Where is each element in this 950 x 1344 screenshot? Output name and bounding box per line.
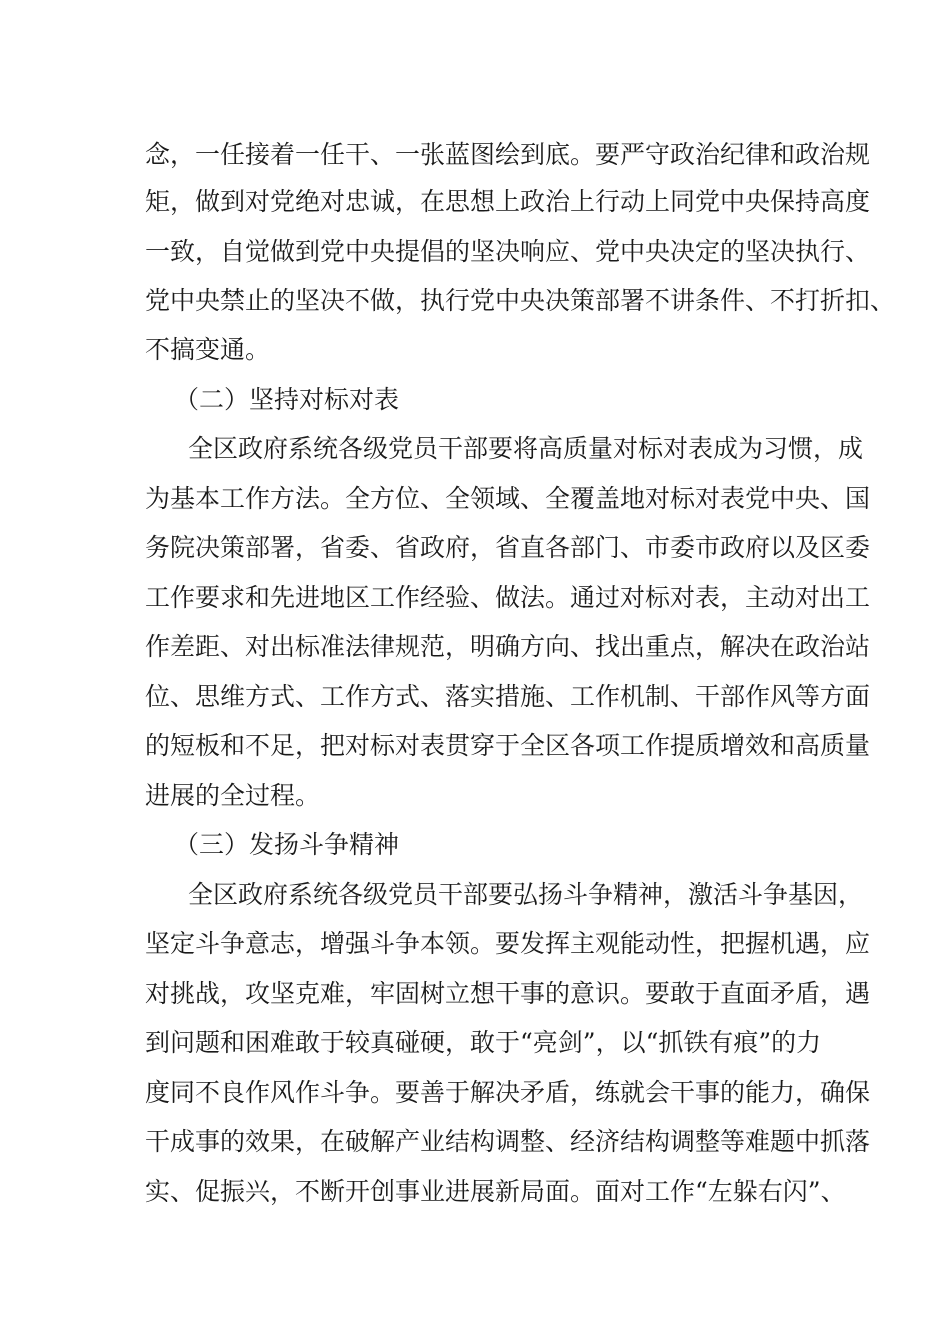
text-line: 作差距、对出标准法律规范，明确方向、找出重点，解决在政治站	[145, 632, 871, 661]
text-line: 全区政府系统各级党员干部要将高质量对标对表成为习惯，成	[188, 434, 864, 463]
text-line: 到问题和困难敢于较真碰硬，敢于“亮剑”，以“抓铁有痕”的力	[145, 1028, 822, 1057]
text-line: 的短板和不足，把对标对表贯穿于全区各项工作提质增效和高质量	[145, 731, 871, 760]
text-line: 进展的全过程。	[145, 781, 321, 810]
text-line: 念，一任接着一任干、一张蓝图绘到底。要严守政治纪律和政治规	[145, 140, 871, 169]
text-line: 不搞变通。	[145, 335, 271, 364]
section-heading: （二）坚持对标对表	[174, 385, 400, 414]
section-heading: （三）发扬斗争精神	[174, 830, 400, 859]
text-line: 对挑战，攻坚克难，牢固树立想干事的意识。要敢于直面矛盾，遇	[145, 979, 871, 1008]
text-line: 为基本工作方法。全方位、全领域、全覆盖地对标对表党中央、国	[145, 484, 871, 513]
text-line: 坚定斗争意志，增强斗争本领。要发挥主观能动性，把握机遇，应	[145, 929, 871, 958]
text-line: 工作要求和先进地区工作经验、做法。通过对标对表，主动对出工	[145, 583, 871, 612]
text-line: 实、促振兴，不断开创事业进展新局面。面对工作“左躲右闪”、	[145, 1177, 846, 1206]
text-line: 务院决策部署，省委、省政府，省直各部门、市委市政府以及区委	[145, 533, 871, 562]
text-line: 全区政府系统各级党员干部要弘扬斗争精神，激活斗争基因，	[188, 880, 864, 909]
text-line: 干成事的效果，在破解产业结构调整、经济结构调整等难题中抓落	[145, 1127, 871, 1156]
text-line: 位、思维方式、工作方式、落实措施、工作机制、干部作风等方面	[145, 682, 871, 711]
text-line: 度同不良作风作斗争。要善于解决矛盾，练就会干事的能力，确保	[145, 1078, 871, 1107]
text-line: 党中央禁止的坚决不做，执行党中央决策部署不讲条件、不打折扣、	[145, 286, 896, 315]
text-line: 一致，自觉做到党中央提倡的坚决响应、党中央决定的坚决执行、	[145, 237, 871, 266]
text-line: 矩，做到对党绝对忠诚，在思想上政治上行动上同党中央保持高度	[145, 187, 871, 216]
